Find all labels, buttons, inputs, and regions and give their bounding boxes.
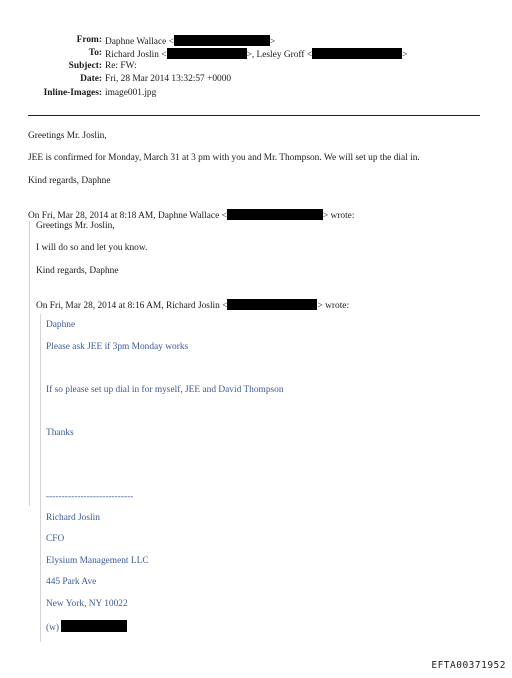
phone-label: (w) [46,623,60,633]
redacted-email [312,48,402,59]
quote1-attribution-prefix: On Fri, Mar 28, 2014 at 8:18 AM, Daphne Wallace < [28,211,227,221]
quote2-attribution-suffix: > wrote: [317,301,350,311]
to-value [105,48,407,61]
quote2-attribution-prefix: On Fri, Mar 28, 2014 at 8:16 AM, Richard Joslin < [36,301,228,311]
subject-value: Re: FW: [105,61,137,71]
redacted-phone [61,620,127,632]
signature-city: New York, NY 10022 [46,599,128,609]
quote1-bar [29,221,30,506]
quote2-setup: If so please set up dial in for myself, JEE and David Thompson [46,385,284,395]
quote2-bar [40,314,41,642]
inline-images-label: Inline-Images: [43,88,102,98]
body-signoff: Kind regards, Daphne [28,176,111,186]
signature-company: Elysium Management LLC [46,556,149,566]
signature-street: 445 Park Ave [46,577,97,587]
quote1-message: I will do so and let you know. [36,243,148,253]
header-divider [28,115,480,116]
quote1-signoff: Kind regards, Daphne [36,266,119,276]
quote2-ask: Please ask JEE if 3pm Monday works [46,342,189,352]
signature-title: CFO [46,534,65,544]
signature-phone [46,620,127,634]
signature-name: Richard Joslin [46,513,100,523]
quote1-attribution [28,209,354,222]
redacted-email [167,48,247,59]
redacted-email [227,209,323,220]
from-value [105,35,275,48]
body-message: JEE is confirmed for Monday, March 31 at 3 pm with you and Mr. Thompson. We will set up the dial in. [28,153,420,163]
from-suffix: > [269,37,276,47]
signature-separator: ---------------------------- [46,492,134,502]
from-name: Daphne Wallace < [105,37,174,47]
inline-images-value: image001.jpg [105,88,157,98]
quote1-greeting: Greetings Mr. Joslin, [36,221,115,231]
redacted-email [227,299,317,310]
quote1-attribution-suffix: > wrote: [322,211,355,221]
quote2-thanks: Thanks [46,428,74,438]
document-id: EFTA00371952 [431,660,506,671]
date-value: Fri, 28 Mar 2014 13:32:57 +0000 [105,74,232,84]
body-greeting: Greetings Mr. Joslin, [28,131,107,141]
redacted-email [174,35,270,46]
date-label: Date: [80,74,102,84]
to-suffix: > [402,50,408,60]
to-label: To: [88,48,102,58]
quote2-name: Daphne [46,320,76,330]
to-name-1: Richard Joslin < [105,50,167,60]
to-name-2: >, Lesley Groff < [246,50,313,60]
from-label: From: [76,35,102,45]
quote2-attribution [36,299,349,312]
subject-label: Subject: [68,61,102,71]
